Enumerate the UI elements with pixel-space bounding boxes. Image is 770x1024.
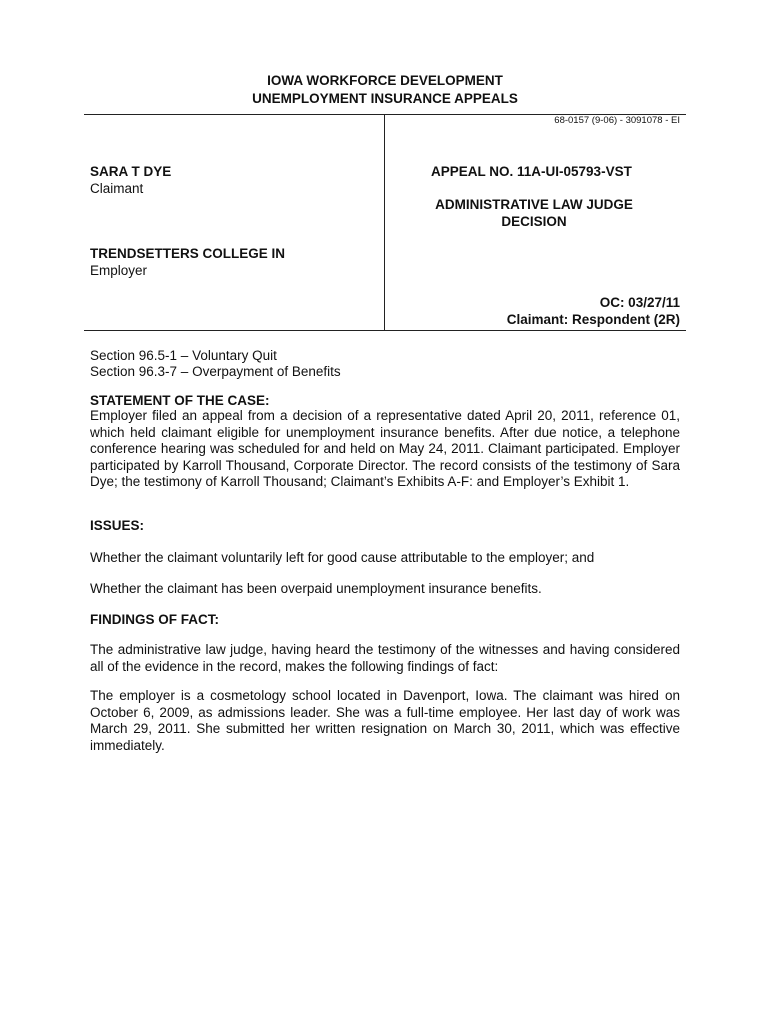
issues-heading: ISSUES: xyxy=(90,518,145,533)
findings-heading: FINDINGS OF FACT: xyxy=(90,612,219,627)
section-line-2: Section 96.3-7 – Overpayment of Benefits xyxy=(90,364,341,379)
oc-date: OC: 03/27/11 xyxy=(599,295,680,310)
section-line-1: Section 96.5-1 – Voluntary Quit xyxy=(90,348,277,363)
agency-title: IOWA WORKFORCE DEVELOPMENT xyxy=(267,73,503,88)
decision-title-line2: DECISION xyxy=(501,214,567,229)
caption-bottom-rule xyxy=(84,330,686,331)
form-number: 68-0157 (9-06) - 3091078 - EI xyxy=(554,115,680,126)
claimant-name: SARA T DYE xyxy=(90,164,172,179)
employer-role: Employer xyxy=(90,263,148,278)
decision-title-line1: ADMINISTRATIVE LAW JUDGE xyxy=(435,197,633,212)
statement-heading: STATEMENT OF THE CASE: xyxy=(90,393,270,408)
division-title: UNEMPLOYMENT INSURANCE APPEALS xyxy=(252,91,518,106)
statement-body: Employer filed an appeal from a decision of a representative dated April 20, 2011, reference 01, which held claimant eligible for unemployment insurance benefits. After due notice, a telephone conference hearing was scheduled for and held on May 24, 2011. Claimant participated. Employer participated by Karroll Thousand, Corporate Director. The record consists of the testimony of Sara Dye; the testimony of Karroll Thousand; Claimant’s Exhibits A-F: and Employer’s Exhibit 1. xyxy=(90,408,680,489)
findings-para-1: The administrative law judge, having heard the testimony of the witnesses and having considered all of the evidence in the record, makes the following findings of fact: xyxy=(90,642,680,674)
issue-2: Whether the claimant has been overpaid unemployment insurance benefits. xyxy=(90,581,542,596)
claimant-status: Claimant: Respondent (2R) xyxy=(506,312,680,327)
caption-top-rule xyxy=(84,114,686,115)
employer-name: TRENDSETTERS COLLEGE IN xyxy=(90,246,286,261)
claimant-role: Claimant xyxy=(90,181,144,196)
issue-1: Whether the claimant voluntarily left for good cause attributable to the employer; and xyxy=(90,550,595,565)
findings-para-2: The employer is a cosmetology school located in Davenport, Iowa. The claimant was hired on October 6, 2009, as admissions leader. She was a full-time employee. Her last day of work was March 29, 2011. She submitted her written resignation on March 30, 2011, which was effective immediately. xyxy=(90,688,680,753)
appeal-number: APPEAL NO. 11A-UI-05793-VST xyxy=(431,164,632,179)
